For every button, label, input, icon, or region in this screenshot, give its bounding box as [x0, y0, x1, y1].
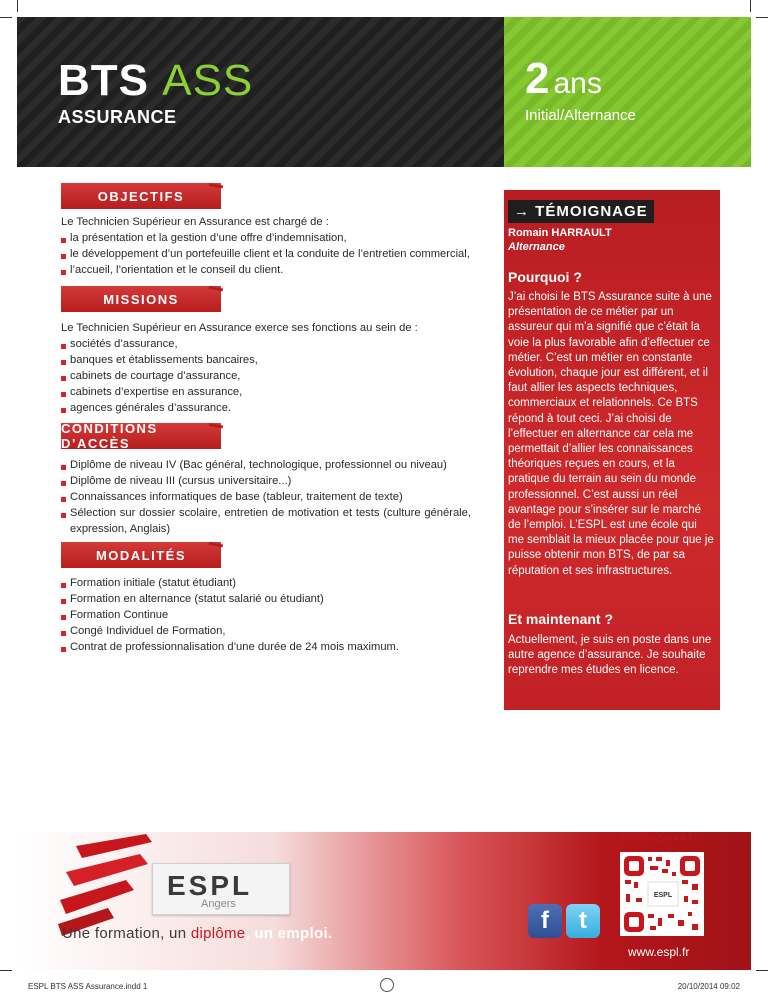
list-item: cabinets de courtage d’assurance,: [61, 368, 258, 384]
tagline-part-1: Une formation, un: [62, 925, 191, 942]
testimonial-name: Romain HARRAULT: [508, 227, 612, 239]
header-title-panel: [17, 17, 504, 167]
section-tag-missions: MISSIONS: [61, 286, 221, 312]
espl-logo-city: Angers: [201, 898, 236, 910]
testimonial-answer-1: J’ai choisi le BTS Assurance suite à une présentation de ce métier par un assureur qui m’a signifié que c’était la voie la plus favorable afin d’effectuer ce métier. C’est un métier en constante évolution, chaque jour est différent, et il faut allier les aspects techniques, commerciaux et relationnels. Ce BTS répond à tout ceci. J’ai choisi de l’effectuer en alternance car cela me permettait d’allier les connaissances théoriques reçues en cours, et la pratique du terrain au sein du monde professionnel. C’est aussi un réel avantage pour s’insérer sur le marché de l’emploi. L’ESPL est une école qui me semblait la mieux placée pour que je puisse obtenir mon BTS, de par sa réputation et ses infrastructures.: [508, 291, 714, 577]
program-title-light: ASS: [162, 56, 254, 105]
testimonial-question-2: Et maintenant ?: [508, 611, 614, 627]
missions-intro: Le Technicien Supérieur en Assurance exerce ses fonctions au sein de :: [61, 322, 418, 334]
testimonial-heading: → TÉMOIGNAGE: [508, 200, 654, 223]
list-item: Formation Continue: [61, 607, 399, 623]
list-item: le développement d’un portefeuille client et la conduite de l’entretien commercial,: [61, 246, 470, 262]
list-item: l’accueil, l’orientation et le conseil du client.: [61, 262, 470, 278]
header-duration-panel: [504, 17, 751, 167]
list-item: Diplôme de niveau IV (Bac général, technologique, professionnel ou niveau): [61, 457, 471, 473]
list-item: la présentation et la gestion d’une offre d’indemnisation,: [61, 230, 470, 246]
program-title-bold: BTS: [58, 56, 149, 105]
list-item: cabinets d’expertise en assurance,: [61, 384, 258, 400]
objectifs-intro: Le Technicien Supérieur en Assurance est chargé de :: [61, 216, 329, 228]
program-subtitle: ASSURANCE: [58, 107, 177, 127]
print-filename: ESPL BTS ASS Assurance.indd 1: [28, 982, 148, 991]
website-link[interactable]: www.espl.fr: [628, 945, 690, 959]
crop-mark: [0, 970, 12, 971]
crop-mark: [750, 0, 751, 12]
crop-mark: [756, 970, 768, 971]
missions-list: [61, 336, 258, 416]
list-item: agences générales d’assurance.: [61, 400, 258, 416]
twitter-icon[interactable]: t: [566, 904, 600, 938]
duration: [525, 54, 602, 103]
crop-mark: [17, 0, 18, 12]
objectifs-list: [61, 230, 470, 278]
section-tag-modalites: MODALITÉS: [61, 542, 221, 568]
qr-code[interactable]: [620, 852, 704, 936]
list-item: Formation initiale (statut étudiant): [61, 575, 399, 591]
print-slug: [0, 978, 768, 994]
list-item: Sélection sur dossier scolaire, entretien de motivation et tests (culture générale, expression, Anglais): [61, 505, 471, 537]
tagline: [62, 925, 332, 942]
list-item: Formation en alternance (statut salarié ou étudiant): [61, 591, 399, 607]
registration-mark-icon: [380, 978, 394, 992]
testimonial-question-1: Pourquoi ?: [508, 269, 582, 285]
crop-mark: [0, 17, 12, 18]
espl-logo[interactable]: [152, 863, 290, 915]
list-item: banques et établissements bancaires,: [61, 352, 258, 368]
testimonial-answer-2: Actuellement, je suis en poste dans une autre agence d’assurance. Je souhaite reprendre mes études en licence.: [508, 634, 712, 677]
espl-logo-word: ESPL: [167, 870, 253, 901]
duration-unit: ans: [553, 67, 602, 100]
duration-number: 2: [525, 54, 550, 103]
conditions-list: [61, 457, 471, 537]
tagline-part-2: diplôme: [190, 925, 246, 942]
list-item: Contrat de professionnalisation d’une durée de 24 mois maximum.: [61, 639, 399, 655]
flashez-label: Flashez-moi !: [620, 830, 693, 844]
duration-type: Initial/Alternance: [525, 107, 636, 124]
testimonial-role: Alternance: [508, 241, 565, 253]
section-tag-objectifs: OBJECTIFS: [61, 183, 221, 209]
section-tag-conditions: CONDITIONS D’ACCÈS: [61, 423, 221, 449]
facebook-icon[interactable]: f: [528, 904, 562, 938]
espl-swoosh-logo-icon: [56, 828, 166, 938]
qr-code-icon: [622, 854, 702, 934]
list-item: Connaissances informatiques de base (tableur, traitement de texte): [61, 489, 471, 505]
qr-center-label: ESPL: [653, 892, 673, 899]
crop-mark: [756, 17, 768, 18]
modalites-list: [61, 575, 399, 655]
list-item: Congé Individuel de Formation,: [61, 623, 399, 639]
header-banner: [17, 17, 751, 167]
testimonial-panel: [504, 190, 720, 710]
print-datetime: 20/10/2014 09:02: [677, 982, 740, 991]
list-item: Diplôme de niveau III (cursus universitaire...): [61, 473, 471, 489]
tagline-part-3: , un emploi.: [245, 925, 333, 942]
program-title: [58, 56, 254, 105]
list-item: sociétés d’assurance,: [61, 336, 258, 352]
